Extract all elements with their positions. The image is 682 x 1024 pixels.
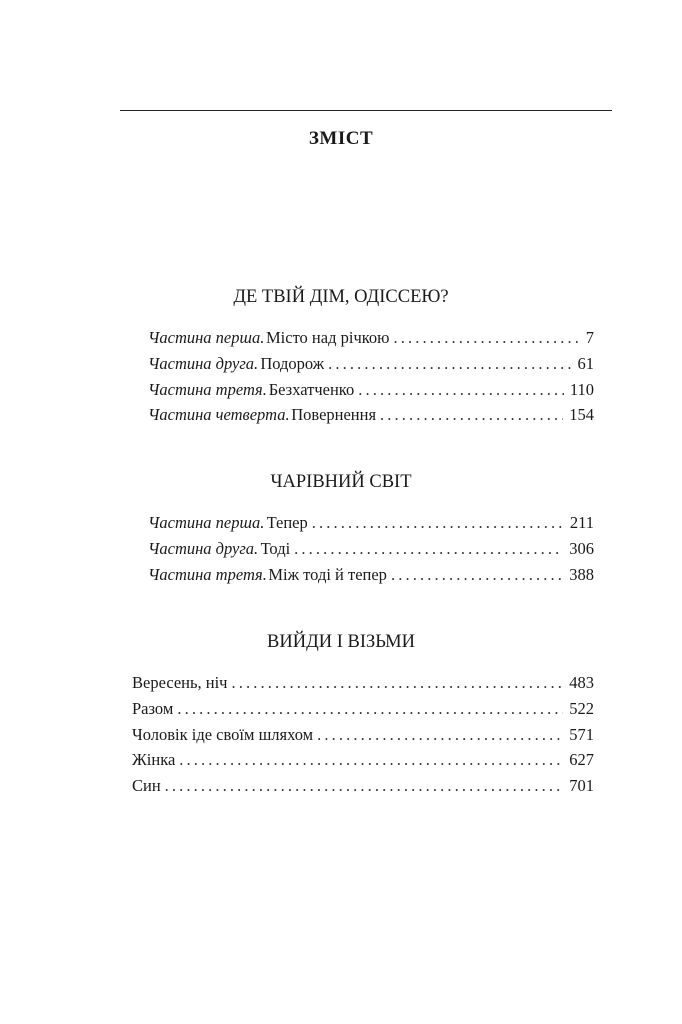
toc-entry[interactable] — [132, 776, 594, 802]
entry-title: Між тоді й тепер — [268, 564, 387, 584]
entry-part: Частина друга. — [148, 353, 259, 373]
dot-leader — [312, 513, 564, 533]
entry-title: Тепер — [266, 513, 308, 532]
entry-page: 306 — [569, 538, 594, 558]
entry-part: Частина перша. — [148, 513, 265, 532]
entry-page: 483 — [569, 673, 594, 692]
entry-title: Безхатченко — [268, 379, 355, 399]
entry-title: Вересень, ніч — [132, 673, 228, 692]
entry-title: Повернення — [291, 405, 377, 425]
toc-entry[interactable] — [148, 354, 594, 380]
dot-leader — [328, 354, 571, 374]
entry-title: Жінка — [132, 750, 176, 770]
entry-page: 7 — [585, 328, 594, 347]
entry-page: 110 — [569, 379, 594, 399]
toc-entry[interactable] — [148, 513, 594, 539]
dot-leader — [317, 725, 563, 745]
entry-part: Частина третя. — [148, 564, 267, 584]
entry-page: 154 — [569, 405, 594, 425]
entry-title: Син — [132, 776, 161, 796]
section-heading: ВИЙДИ І ВІЗЬМИ — [267, 632, 415, 652]
toc-entry[interactable] — [148, 328, 594, 354]
dot-leader — [358, 380, 564, 400]
entry-title: Місто над річкою — [265, 328, 390, 347]
dot-leader — [165, 776, 564, 796]
dot-leader — [177, 699, 563, 719]
toc-entry[interactable] — [132, 750, 594, 776]
entry-part: Частина перша. — [148, 328, 265, 347]
toc-entry[interactable] — [148, 565, 594, 591]
entry-page: 211 — [569, 513, 594, 532]
entry-title: Тоді — [260, 538, 291, 558]
entry-page: 522 — [569, 698, 594, 718]
header-rule — [120, 110, 612, 111]
toc-entry[interactable] — [132, 725, 594, 751]
entry-page: 388 — [569, 564, 594, 584]
entry-part: Частина третя. — [148, 379, 267, 399]
entry-title: Чоловік іде своїм шляхом — [132, 724, 314, 744]
entry-page: 627 — [569, 750, 594, 770]
entry-page: 701 — [569, 776, 594, 796]
entry-page: 571 — [569, 724, 594, 744]
entry-title: Подорож — [260, 353, 325, 373]
toc-entry[interactable] — [148, 380, 594, 406]
toc-entry[interactable] — [132, 673, 594, 699]
entry-page: 61 — [577, 353, 594, 373]
toc-section-2 — [148, 472, 594, 590]
dot-leader — [179, 750, 563, 770]
dot-leader — [394, 328, 580, 348]
dot-leader — [380, 405, 563, 425]
toc-section-3 — [132, 632, 594, 802]
toc-entry[interactable] — [148, 539, 594, 565]
dot-leader — [391, 565, 563, 585]
toc-section-1 — [148, 287, 594, 431]
dot-leader — [294, 539, 563, 559]
toc-entry[interactable] — [132, 699, 594, 725]
toc-title: ЗМІСТ — [308, 128, 374, 149]
entry-part: Частина друга. — [148, 538, 259, 558]
dot-leader — [231, 673, 563, 693]
entry-part: Частина четверта. — [148, 405, 290, 425]
entry-title: Разом — [132, 698, 174, 718]
section-heading: ЧАРІВНИЙ СВІТ — [270, 472, 412, 492]
toc-entry[interactable] — [148, 405, 594, 431]
section-heading: ДЕ ТВІЙ ДІМ, ОДІССЕЮ? — [233, 287, 449, 307]
